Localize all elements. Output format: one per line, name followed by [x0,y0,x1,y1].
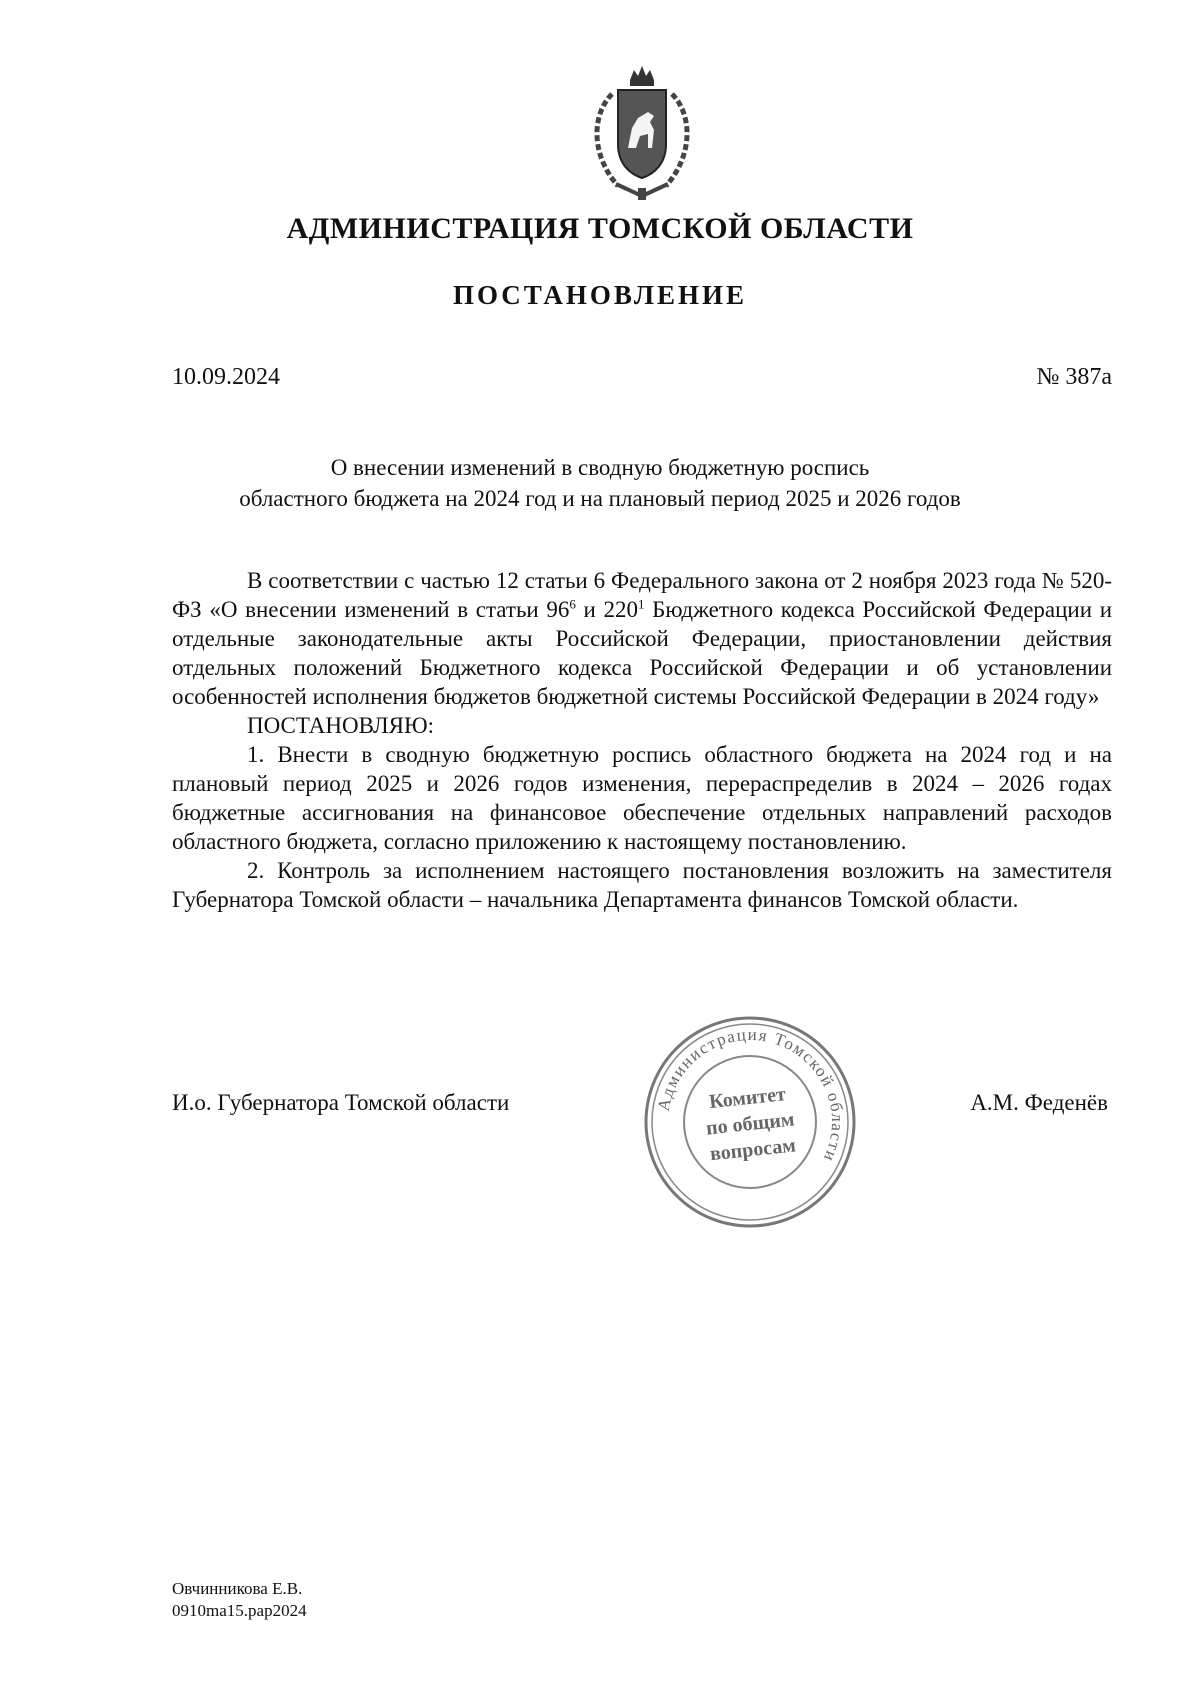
signatory-position: И.о. Губернатора Томской области [172,1090,510,1115]
document-body [172,566,1112,914]
official-stamp-icon [640,1012,860,1232]
document-number: № 387а [1036,364,1112,390]
signatory-name: А.М. Феденёв [970,1090,1108,1115]
document-subject [0,452,1200,514]
stamp-center-line-3: вопросам [708,1134,797,1166]
item-1-paragraph: 1. Внести в сводную бюджетную роспись областного бюджета на 2024 год и на плановый период 2025 и 2026 годов изменения, перераспределив в 2024 – 2026 годах бюджетные ассигнования на финансовое обеспечение отдельных направлений расходов областного бюджета, согласно приложению к настоящему постановлению. [172,742,1112,854]
preamble-text-a: В соответствии с частью 12 статьи 6 Федерального закона от 2 ноября 2023 года № 520-ФЗ «О внесении изменений в статьи 96 [172,568,1112,622]
document-date: 10.09.2024 [172,364,280,390]
stamp-center-line-1: Комитет [708,1083,787,1114]
stamp-center-line-2: по общим [705,1108,796,1140]
document-type: ПОСТАНОВЛЕНИЕ [452,280,748,310]
subject-line-1: О внесении изменений в сводную бюджетную роспись [330,455,870,480]
coat-of-arms-icon [582,64,702,204]
preamble-text-b: и 220 [575,597,638,622]
preamble-superscript-2: 1 [638,596,645,612]
stamp-ring-text: Администрация Томской области [653,1024,848,1166]
footer [172,1578,307,1622]
item-2-paragraph: 2. Контроль за исполнением настоящего постановления возложить на заместителя Губернатора Томской области – начальника Департамента финансов Томской области. [172,858,1112,912]
preamble-paragraph [172,566,1112,711]
file-reference: 0910ma15.pap2024 [172,1601,307,1620]
preamble-text-c: Бюджетного кодекса Российской Федерации и отдельные законодательные акты Российской Федерации, приостановлении действия отдельных положений Бюджетного кодекса Российской Федерации и об установлении особенностей исполнения бюджетов бюджетной системы Российской Федерации в 2024 году» [172,597,1113,709]
decree-word: ПОСТАНОВЛЯЮ: [247,713,435,738]
executor-name: Овчинникова Е.В. [172,1579,303,1598]
subject-line-2: областного бюджета на 2024 год и на плановый период 2025 и 2026 годов [239,486,961,511]
preamble-superscript-1: 6 [569,596,576,612]
organization-title: АДМИНИСТРАЦИЯ ТОМСКОЙ ОБЛАСТИ [286,212,914,245]
